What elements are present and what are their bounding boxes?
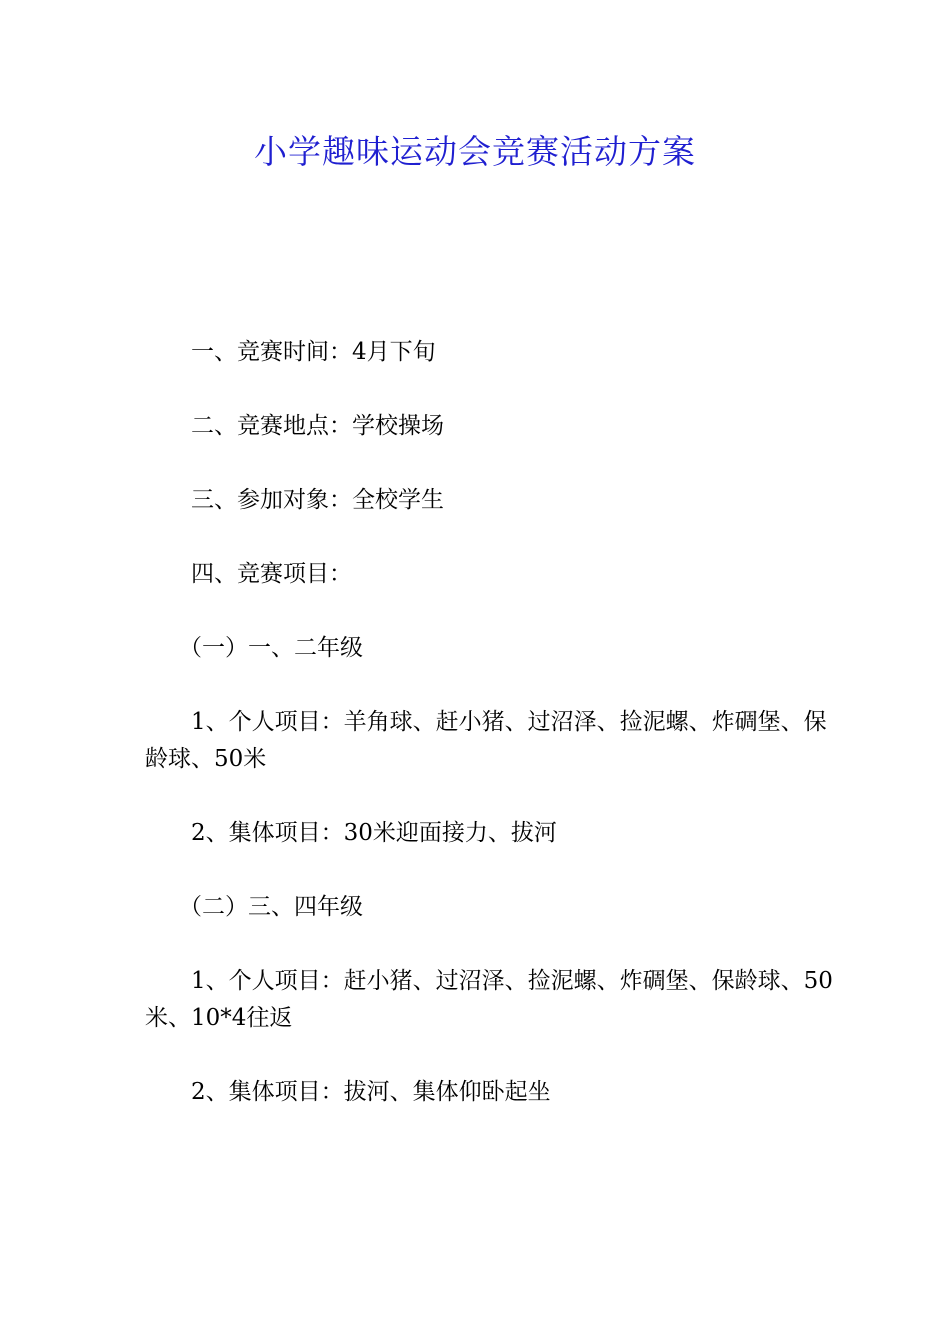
document-body [145,334,835,1148]
grade-1-2-individual-events: 1、个人项目：羊角球、赶小猪、过沼泽、捡泥螺、炸碉堡、保龄球、50米 [145,709,827,772]
grade-3-4-team-events: 2、集体项目：拔河、集体仰卧起坐 [191,1079,551,1105]
document-title: 小学趣味运动会竞赛活动方案 [254,132,696,171]
subsection-grade-3-4: （二）三、四年级 [179,894,363,920]
subsection-grade-1-2: （一）一、二年级 [179,635,363,661]
section-competition-location: 二、竞赛地点：学校操场 [191,413,444,439]
section-competition-events: 四、竞赛项目： [191,561,352,587]
grade-1-2-team-events: 2、集体项目：30米迎面接力、拔河 [191,820,557,846]
section-participants: 三、参加对象：全校学生 [191,487,444,513]
section-competition-time: 一、竞赛时间：4月下旬 [191,339,436,365]
grade-3-4-individual-events: 1、个人项目：赶小猪、过沼泽、捡泥螺、炸碉堡、保龄球、50米、10*4往返 [145,968,833,1031]
